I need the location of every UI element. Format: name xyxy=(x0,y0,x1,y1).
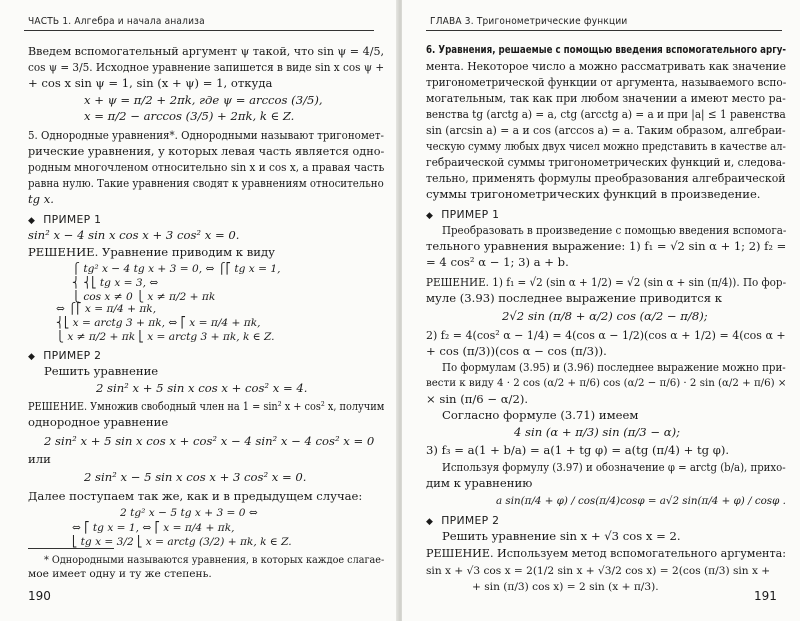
example-heading: ◆ ПРИМЕР 2 xyxy=(426,514,500,527)
solution-line: РЕШЕНИЕ. Используем метод вспомогательного аргумента: xyxy=(426,546,786,560)
formula-line: 2 sin² x + 5 sin x cos x + cos² x = 4. xyxy=(96,381,308,395)
formula-line: 2 sin² x + 5 sin x cos x + cos² x − 4 sin² x − 4 cos² x = 0 xyxy=(44,434,375,448)
text-line: cos ψ = 3/5. Исходное уравнение запишется в виде sin x cos ψ + xyxy=(28,60,385,74)
text-line: + cos (π/3))(cos α − cos (π/3)). xyxy=(426,344,607,358)
text-line: 3) f₃ = a(1 + b/a) = a(1 + tg φ) = a(tg (π/4) + tg φ). xyxy=(426,443,730,457)
formula-line: + sin (π/3) cos x) = 2 sin (x + π/3). xyxy=(472,581,659,593)
solution-line: РЕШЕНИЕ. 1) f₁ = √2 (sin α + 1/2) = √2 (sin α + sin (π/4)). По фор- xyxy=(426,275,787,289)
text-line: 2) f₂ = 4(cos² α − 1/4) = 4(cos α − 1/2)(cos α + 1/2) = 4(cos α + xyxy=(426,328,786,342)
text-line: Далее поступаем так же, как и в предыдущем случае: xyxy=(28,489,363,503)
formula-line: 2 tg² x − 5 tg x + 3 = 0 ⇔ xyxy=(120,507,258,519)
text-line: Используя формулу (3.97) и обозначение φ = arctg (b/a), прихо- xyxy=(442,460,786,474)
text-line: рические уравнения, у которых левая часть является одно- xyxy=(28,144,385,158)
system-line: ⎨ ⎨⎣ tg x = 3, ⇔ xyxy=(72,277,159,289)
formula-line: sin² x − 4 sin x cos x + 3 cos² x = 0. xyxy=(28,228,240,242)
right-page xyxy=(402,0,800,621)
section-heading: 5. Однородные уравнения*. Однородными называют тригономет- xyxy=(28,128,384,142)
text-line: Введем вспомогательный аргумент ψ такой, что sin ψ = 4/5, xyxy=(28,44,385,58)
footnote-line: * Однородными называются уравнения, в которых каждое слагае- xyxy=(44,554,385,566)
footnote-line: мое имеет одну и ту же степень. xyxy=(28,568,212,580)
system-line: ⎨⎣ x = arctg 3 + πk, ⇔ ⎡ x = π/4 + πk, xyxy=(56,317,261,329)
text-line: могательным, так как при любом значении a имеют место ра- xyxy=(426,91,786,105)
example-heading: ◆ ПРИМЕР 1 xyxy=(28,213,102,226)
system-line: ⎩ x ≠ π/2 + πk ⎣ x = arctg 3 + πk, k ∈ Z. xyxy=(56,331,275,343)
header-rule xyxy=(426,30,782,31)
formula-line: a sin(π/4 + φ) / cos(π/4)cosφ = a√2 sin(π/4 + φ) / cosφ . xyxy=(496,495,786,507)
text-line: однородное уравнение xyxy=(28,415,169,429)
left-page xyxy=(0,0,398,621)
running-head: ЧАСТЬ 1. Алгебра и начала анализа xyxy=(28,16,205,27)
text-line: мента. Некоторое число a можно рассматривать как значение xyxy=(426,59,786,73)
text-line: тельно, применять формулы преобразования алгебраической xyxy=(426,171,786,185)
text-line: или xyxy=(28,452,51,466)
text-line: + cos x sin ψ = 1, sin (x + ψ) = 1, откуда xyxy=(28,76,273,90)
text-line: Решить уравнение sin x + √3 cos x = 2. xyxy=(442,529,681,543)
text-line: По формулам (3.95) и (3.96) последнее выражение можно при- xyxy=(442,360,786,374)
formula-line: x + ψ = π/2 + 2πk, где ψ = arccos (3/5), xyxy=(84,93,323,107)
system-line: ⎧ tg² x − 4 tg x + 3 = 0, ⇔ ⎧⎡ tg x = 1, xyxy=(72,263,281,275)
system-line: ⇔ ⎡ tg x = 1, ⇔ ⎡ x = π/4 + πk, xyxy=(72,522,235,534)
formula-line: sin x + √3 cos x = 2(1/2 sin x + √3/2 cos x) = 2(cos (π/3) sin x + xyxy=(426,565,771,577)
page-number: 190 xyxy=(28,589,51,603)
formula-line: 2√2 sin (π/8 + α/2) cos (α/2 − π/8); xyxy=(502,309,708,323)
text-line: sin (arcsin a) = a и cos (arccos a) = a. Таким образом, алгебраи- xyxy=(426,123,786,137)
text-line: Преобразовать в произведение с помощью введения вспомога- xyxy=(442,223,787,237)
example-heading: ◆ ПРИМЕР 2 xyxy=(28,349,102,362)
diamond-icon: ◆ xyxy=(426,211,434,221)
text-line: суммы тригонометрических функций в произведение. xyxy=(426,187,761,201)
solution-line: РЕШЕНИЕ. Умножив свободный член на 1 = sin² x + cos² x, получим xyxy=(28,399,385,413)
header-rule xyxy=(24,30,374,31)
text-line: × sin (π/6 − α/2). xyxy=(426,392,529,406)
text-line: гебраической суммы тригонометрических функций и, следова- xyxy=(426,155,786,169)
diamond-icon: ◆ xyxy=(28,216,36,226)
text-line: ческую сумму любых двух чисел можно представить в качестве ал- xyxy=(426,139,786,153)
system-line: ⎩ cos x ≠ 0 ⎩ x ≠ π/2 + πk xyxy=(72,291,216,303)
text-line: муле (3.93) последнее выражение приводится к xyxy=(426,291,723,305)
text-line: Решить уравнение xyxy=(44,364,159,378)
formula-line: 4 sin (α + π/3) sin (π/3 − α); xyxy=(514,425,680,439)
text-line: вести к виду 4 · 2 cos (α/2 + π/6) cos (α/2 − π/6) · 2 sin (α/2 + π/6) × xyxy=(426,377,787,389)
system-line: ⇔ ⎧⎡ x = π/4 + πk, xyxy=(56,303,157,315)
formula-line: x = π/2 − arccos (3/5) + 2πk, k ∈ Z. xyxy=(84,109,295,123)
text-line: тригонометрической функции от аргумента, называемого вспо- xyxy=(426,75,787,89)
text-line: = 4 cos² α − 1; 3) a + b. xyxy=(426,255,569,269)
page-number: 191 xyxy=(754,589,777,603)
footnote-rule xyxy=(28,548,114,549)
text-line: венства tg (arctg a) = a, ctg (arcctg a) = a и при |a| ≤ 1 равенства xyxy=(426,107,786,121)
text-line: родным многочленом относительно sin x и cos x, а правая часть xyxy=(28,160,385,174)
running-head: ГЛАВА 3. Тригонометрические функции xyxy=(430,16,628,27)
text-line: тельного уравнения выражение: 1) f₁ = √2 sin α + 1; 2) f₂ = xyxy=(426,239,787,253)
section-heading: 6. Уравнения, решаемые с помощью введения вспомогательного аргу- xyxy=(426,44,787,56)
text-line: дим к уравнению xyxy=(426,476,533,490)
text-line: tg x. xyxy=(28,192,54,206)
diamond-icon: ◆ xyxy=(28,352,36,362)
text-line: Согласно формуле (3.71) имеем xyxy=(442,408,639,422)
solution-line: РЕШЕНИЕ. Уравнение приводим к виду xyxy=(28,245,275,259)
system-line: ⎣ tg x = 3/2 ⎣ x = arctg (3/2) + πk, k ∈ Z. xyxy=(72,536,292,548)
formula-line: 2 sin² x − 5 sin x cos x + 3 cos² x = 0. xyxy=(84,470,307,484)
example-heading: ◆ ПРИМЕР 1 xyxy=(426,208,500,221)
text-line: равна нулю. Такие уравнения сводят к уравнениям относительно xyxy=(28,176,384,190)
diamond-icon: ◆ xyxy=(426,517,434,527)
